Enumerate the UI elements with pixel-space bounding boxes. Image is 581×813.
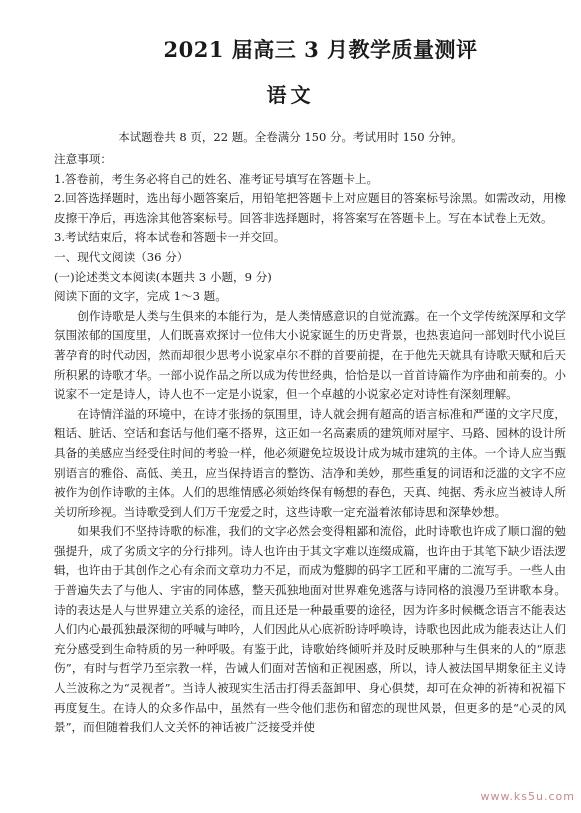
sub-section-heading: (一)论述类文本阅读(本题共 3 小题，9 分): [54, 269, 272, 284]
subject-title: 语文: [266, 83, 315, 107]
exam-body: [54, 150, 566, 738]
notes-heading: 注意事项：: [54, 152, 112, 166]
exam-title: 2021 届高三 3 月教学质量测评: [163, 37, 478, 62]
note-item-1: 1.答卷前，考生务必将自己的姓名、准考证号填写在答题卡上。: [54, 171, 379, 186]
passage-paragraph-1: 创作诗歌是人类与生俱来的本能行为，是人类情感意识的自觉流露。在一个文学传统深厚和文学氛围浓郁的国度里，人们既喜欢探讨一位伟大小说家诞生的历史背景，也热衷追问一部划时代小说巨著孕育的时代动因，然而却很少思考小说家卓尔不群的首要前提，在于他先天就具有诗歌天赋和后天所积累的诗歌才华。一部小说作品之所以成为传世经典，恰恰是以一首首诗篇作为序曲和前奏的。小说家不一定是诗人，诗人也不一定是小说家，但一个卓越的小说家必定对诗性有深刻理解。: [54, 308, 566, 402]
passage-paragraph-3: 如果我们不坚持诗歌的标准，我们的文字必然会变得粗鄙和流俗，此时诗歌也许成了顺口溜的勉强提升，成了劣质文字的分行排列。诗人也许由于其文字难以连缀成篇，也许由于其笔下缺少语法逻辑，也许由于其创作之心有余而文章功力不足，而成为蹩脚的码字工匠和平庸的二流写手。一些人由于普遍失去了与他人、宇宙的同体感，整天孤独地面对世界难免逃落与诗同格的浪漫乃至讲歌本身。诗的表达是人与世界建立关系的途径，而且还是一种最重要的途径，因为许多时候概念语言不能表达人们内心最孤独最深彻的呼喊与呻吟，人们因此从心底祈盼诗呼唤诗，诗歌也因此成为能表达让人们充分感受到生命特质的另一种呼吸。有鉴于此，诗歌始终倾听并及时反映那种与生俱来的人的“原悲伤”，有时与哲学乃至宗教一样，告诫人们面对苦恼和正视困惑，所以，诗人被法国早期象征主义诗人兰波称之为“灵视者”。当诗人被现实生活击打得丢盔卸甲、身心俱焚，却可在众神的祈祷和祝福下再度复生。在诗人的众多作品中，虽然有一些令他们悲伤和留恋的现世风景，但更多的是“心灵的风景”，而但随着我们人文关怀的神话被广泛接受并使: [54, 524, 566, 735]
note-item-3: 3.考试结束后，将本试卷和答题卡一并交回。: [54, 230, 286, 245]
section-heading: 一、现代文阅读（36 分）: [54, 249, 189, 264]
notes-section: [54, 150, 566, 248]
passage-paragraph-2: 在诗情洋溢的环境中，在诗才张扬的氛围里，诗人就会拥有超高的语言标准和严谨的文字尺度，粗话、脏话、空话和套话与他们毫不搭界，这正如一名高素质的建筑师对屋宇、马路、园林的设计所具备的美感应当经受住时间的考验一样，他必须避免垃圾设计成为城市建筑的主体。一个诗人应当甄别语言的雅俗、高低、美丑，应当保持语言的整饬、洁净和美妙，那些重复的词语和泛滥的文字不应被作为创作诗歌的主体。人们的思维情感必须始终保有畅想的春色，天真、纯据、秀永应当被诗人所关切所珍视。当诗歌受到人们万千宠爱之时，这些诗歌一定充溢着浓郁诗思和深挚妙想。: [54, 406, 566, 519]
exam-intro: 本试题卷共 8 页，22 题。全卷满分 150 分。考试用时 150 分钟。: [118, 130, 463, 144]
reading-instruction: 阅读下面的文字，完成 1～3 题。: [54, 289, 227, 304]
site-watermark: www.ks5u.com: [480, 790, 575, 803]
note-item-2: 2.回答选择题时，选出每小题答案后，用铅笔把答题卡上对应题目的答案标号涂黑。如需改动，用橡皮擦干净后，再选涂其他答案标号。回答非选择题时，将答案写在答题卡上。写在本试卷上无效。: [54, 191, 566, 225]
